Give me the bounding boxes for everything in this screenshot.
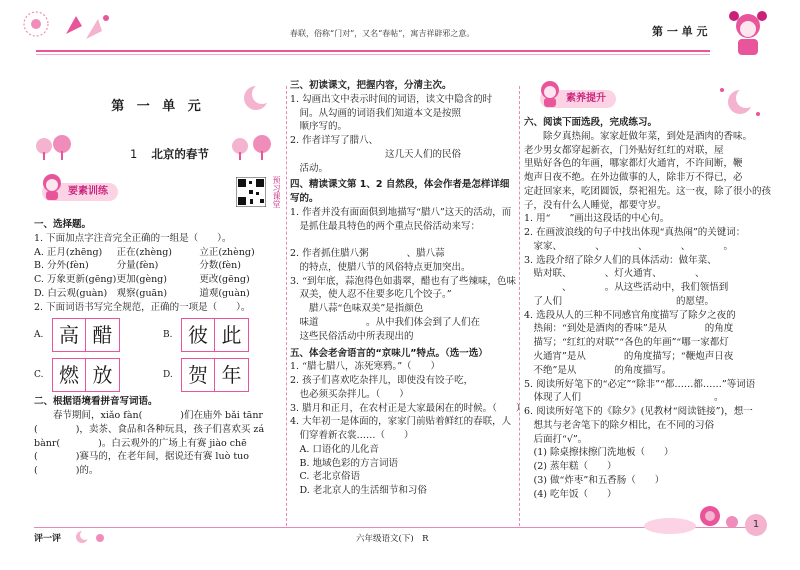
column-divider: [519, 86, 520, 526]
text-line: 们穿着新衣裳……（ ）: [290, 430, 414, 442]
option-text: 更改(gēng): [199, 274, 250, 286]
text-line: ( )赛马的，在老年间，据说还有赛 luò tuo: [34, 451, 249, 463]
header-rule-thin: [36, 54, 710, 55]
writing-grid: [52, 318, 120, 352]
text-line: D. 老北京人的生活细节和习俗: [290, 485, 427, 497]
text-line: 家家、 、 、 、 。: [524, 240, 734, 252]
text-line: 2. 作者抓住腊八粥 、腊八蒜: [290, 248, 445, 260]
text-line: (2) 蒸年糕（ ）: [524, 461, 617, 473]
text-line: 5. 阅读所好笔下的“必定”“除非”“都……都……”等词语: [524, 378, 756, 390]
text-line: 也必须买杂拌儿。（ ）: [290, 388, 409, 400]
section-3-title: 三、初读课文，把握内容，分清主次。: [290, 80, 452, 91]
option-text: B. 分外(fèn): [34, 260, 89, 272]
writing-grid: [52, 358, 120, 392]
option-text: 立正(zhèng): [199, 246, 255, 258]
tree-decoration-icon: [224, 134, 280, 162]
text-line: 3. 腊月和正月，在农村正是大家最闲在的时候。（ ）: [290, 402, 526, 414]
text-line: 炮声日夜不绝。在外边做事的人，除非万不得已，必: [524, 172, 743, 184]
section-badge-training: [42, 183, 118, 201]
section-badge-label: 素养提升: [566, 92, 606, 104]
text-line: 里贴好各色的年画，哪家都灯火通宵，不许间断，鞭: [524, 158, 743, 170]
text-line: 热闹：“到处是酒肉的香味”是从 的角度: [524, 323, 734, 335]
word-option-label: B.: [163, 329, 173, 340]
column-right: [524, 76, 770, 501]
text-line: 1. 作者并没有面面俱到地描写“腊八”这天的活动，而: [290, 206, 512, 218]
text-line: 是抓住最具特色的两个重点民俗活动来写：: [290, 220, 481, 232]
section-badge-literacy: [540, 90, 616, 108]
text-line: 4. 大年初一是体面的，家家门前贴着鲜红的春联，人: [290, 416, 512, 428]
text-line: 的特点，使腊八节的风俗特点更加突出。: [290, 261, 471, 273]
page-number: 1: [745, 514, 767, 536]
word-option-label: C.: [34, 369, 44, 380]
text-line: 1. “腊七腊八，冻死寒鸦。”（ ）: [290, 361, 441, 373]
text-line: 2. 孩子们喜欢吃杂拌儿，即使没有饺子吃，: [290, 375, 474, 387]
section-5-title: 五、体会老舍语言的“京味儿”特点。（选一选）: [290, 347, 488, 359]
text-line: 春节期间，xiǎo fàn( )们在庙外 bǎi tānr: [34, 410, 263, 422]
option-text: 道观(guàn): [199, 287, 250, 299]
text-line: 活动。: [290, 162, 329, 174]
text-line: 味道 。从中我们体会到了人们在: [290, 317, 481, 329]
section-3-text: [290, 93, 514, 176]
text-line: B. 地域色彩的方言词语: [290, 457, 399, 469]
preview-label: 预习课堂: [272, 176, 281, 208]
text-line: 间。从勾画的词语我们知道本文是按照: [290, 107, 462, 119]
footer-book-title: 六年级语文(下) R: [356, 534, 429, 544]
option-text: 更加(gèng): [116, 274, 167, 286]
section-6-title: 六、阅读下面选段，完成练习。: [524, 117, 658, 128]
grid-character: 彼: [181, 318, 215, 352]
section-2-text: [34, 409, 282, 478]
section-4-text: [290, 206, 514, 344]
text-line: 2. 作者详写了腊八、: [290, 135, 379, 147]
column-divider: [286, 86, 287, 526]
text-line: 这几天人们的民俗: [290, 148, 462, 160]
option-row: [34, 273, 282, 287]
text-line: 顺序写的。: [290, 121, 348, 133]
text-line: bànr( )。白云观外的广场上有赛 jiào chē: [34, 437, 247, 449]
text-line: 了人们 的愿望。: [524, 295, 715, 307]
word-options: [34, 318, 282, 392]
unit-title: 第 一 单 元: [111, 99, 205, 114]
option-row: [34, 246, 282, 260]
footer-evaluation-label: 评一评: [34, 534, 62, 544]
section-4-title: 四、精读课文第 1、2 自然段，体会作者是怎样详细写的。: [290, 179, 510, 205]
question-1: 1. 下面加点字注音完全正确的一组是（ ）。: [34, 232, 232, 244]
lesson-number: 1: [130, 147, 138, 161]
girl-mascot-icon: [536, 78, 564, 108]
grid-character: 醋: [86, 318, 120, 352]
girl-mascot-icon: [718, 6, 778, 60]
header-rule: [36, 50, 710, 52]
text-line: (1) 除桌擦抹擦门洗地板（ ）: [524, 447, 674, 459]
word-option: [163, 358, 282, 392]
option-text: A. 正月(zhēng): [34, 246, 103, 258]
text-line: 6. 阅读所好笔下的《除夕》(见教材“阅读链接”)，想一: [524, 406, 753, 418]
text-line: 火通宵”是从 的角度描写；“鞭炮声日夜: [524, 351, 734, 363]
grid-character: 此: [215, 318, 249, 352]
text-line: ( )，卖茶、食品和各种玩具，孩子们喜欢买 zá: [34, 423, 265, 435]
reading-passage: [524, 130, 770, 213]
grid-character: 年: [215, 358, 249, 392]
column-middle: [290, 76, 526, 498]
text-line: 1. 勾画出文中表示时间的词语，读文中隐含的时: [290, 93, 493, 105]
section-1-title: 一、选择题。: [34, 219, 92, 230]
word-option: [163, 318, 282, 352]
option-text: C. 万象更新(gēng): [34, 274, 117, 286]
text-line: 除夕真热闹。家家赶做年菜，到处是酒肉的香味。: [524, 130, 753, 142]
text-line: 4. 选段从人的三种不同感官角度描写了除夕之夜的: [524, 309, 736, 321]
word-option-label: A.: [34, 329, 44, 340]
text-line: 定赶回家来，吃团圆饭，祭祀祖先。这一夜，除了很小的孩: [524, 185, 772, 197]
page-header: [0, 0, 800, 62]
text-line: [290, 233, 514, 247]
lesson-title: [130, 146, 209, 163]
text-line: 描写；“红红的对联”“各色的年画”“哪一家都灯: [524, 337, 729, 349]
text-line: 后面打“√”。: [524, 433, 588, 445]
text-line: 3. 选段介绍了除夕人们的具体活动：做年菜、: [524, 254, 717, 266]
lesson-name: 北京的春节: [151, 147, 209, 161]
tree-decoration-icon: [34, 134, 94, 162]
header-unit-title: 第 一 单 元: [652, 25, 708, 38]
grid-character: 燃: [52, 358, 86, 392]
grid-character: 贺: [181, 358, 215, 392]
lantern-decoration-icon: [640, 498, 750, 538]
firework-decoration-icon: [6, 4, 116, 54]
girl-mascot-icon: [38, 171, 66, 201]
text-line: ( )的。: [34, 465, 99, 477]
word-option-label: D.: [163, 369, 173, 380]
text-line: 双美，使人忍不住要多吃几个饺子。”: [290, 289, 452, 301]
text-line: C. 老北京俗语: [290, 471, 360, 483]
text-line: 、 。从这些活动中，我们领悟到: [524, 282, 729, 294]
option-text: 分数(fèn): [199, 260, 241, 272]
option-text: D. 白云观(guàn): [34, 287, 108, 299]
qr-code-icon[interactable]: [236, 177, 266, 207]
text-line: 贴对联、 、灯火通宵、 、: [524, 268, 705, 280]
question-2: 2. 下面词语书写完全规范，正确的一项是（ ）。: [34, 301, 251, 313]
text-line: (4) 吃年饭（ ）: [524, 488, 617, 500]
section-5-text: [290, 360, 526, 498]
text-line: A. 口语化的儿化音: [290, 443, 379, 455]
writing-grid: [181, 318, 249, 352]
text-line: 子，没有什么人睡觉，都要守岁。: [524, 199, 667, 211]
grid-character: 放: [86, 358, 120, 392]
text-line: 想其与老舍笔下的除夕相比，在不同的习俗: [524, 419, 715, 431]
text-line: (3) 做“炸枣”和五香肠（ ）: [524, 474, 665, 486]
text-line: 1. 用“ ”画出这段话的中心句。: [524, 213, 670, 225]
header-note: 春联，俗称“门对”，又名“春帖”，寓吉祥辟邪之意。: [290, 29, 475, 38]
section-2-title: 二、根据语境看拼音写词语。: [34, 396, 158, 408]
text-line: 老少男女都穿起新衣，门外贴好红红的对联，屋: [524, 144, 724, 156]
moon-icon: [234, 76, 278, 120]
option-text: 正在(zhèng): [116, 246, 173, 258]
section-6-questions: [524, 212, 770, 501]
word-option: [34, 318, 153, 352]
word-option: [34, 358, 153, 392]
moon-decoration-icon: [72, 528, 112, 546]
text-line: 这些民俗活动中所表现出的: [290, 330, 414, 342]
option-text: 分量(fèn): [116, 260, 159, 272]
text-line: 体现了人们 。: [524, 392, 724, 404]
writing-grid: [181, 358, 249, 392]
column-left: [34, 76, 282, 477]
text-line: 3. “到年底，蒜泡得色如翡翠，醋也有了些辣味，色味: [290, 275, 516, 287]
option-row: [34, 259, 282, 273]
moon-stars-icon: [714, 82, 764, 122]
text-line: 2. 在画波浪线的句子中找出体现“真热闹”的关键词：: [524, 227, 746, 239]
text-line: 腊八蒜“色味双美”是指颜色: [290, 303, 424, 315]
option-row: [34, 287, 282, 301]
question-1-options: [34, 246, 282, 301]
option-text: 观察(guān): [116, 287, 168, 299]
section-badge-label: 要素训练: [68, 185, 108, 197]
grid-character: 高: [52, 318, 86, 352]
text-line: 不绝”是从 的角度描写。: [524, 364, 672, 376]
